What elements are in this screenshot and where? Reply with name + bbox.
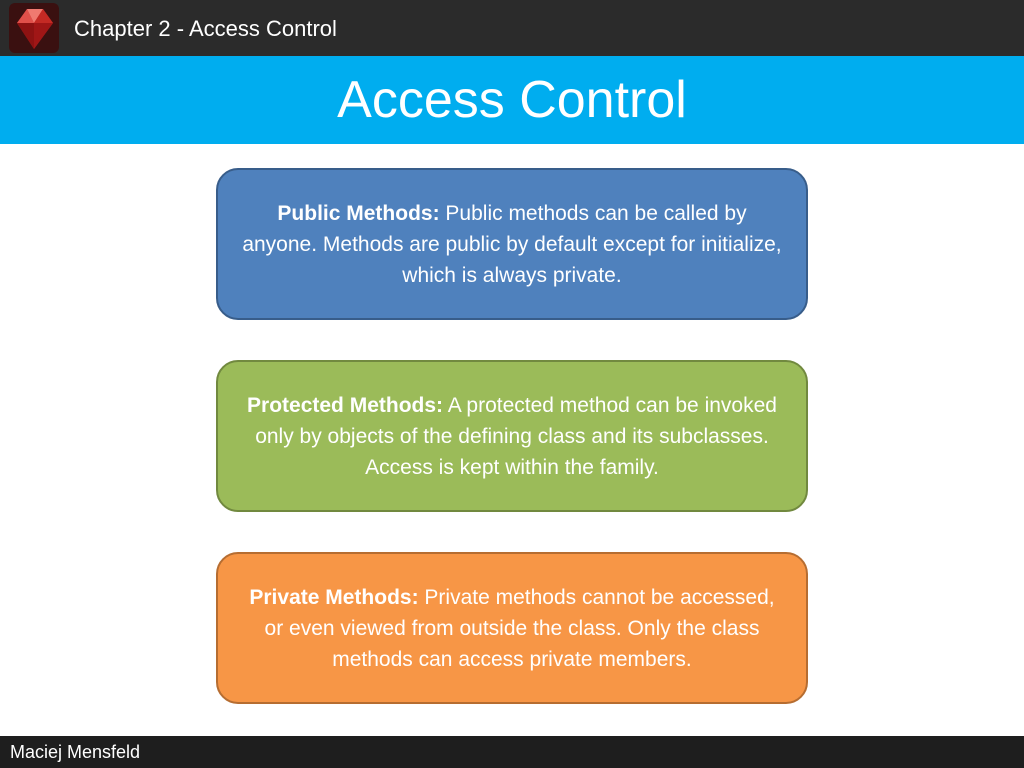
private-methods-box (216, 552, 808, 704)
slide-title: Access Control (337, 71, 687, 129)
private-methods-description: Private methods cannot be accessed, or even viewed from outside the class. Only the class methods can access private members. (264, 585, 775, 671)
private-methods-heading: Private Methods: (249, 585, 419, 609)
footer-bar (0, 736, 1024, 768)
private-methods-text (242, 582, 782, 675)
protected-methods-description: A protected method can be invoked only by objects of the defining class and its subclasses. Access is kept within the family. (255, 393, 777, 479)
protected-methods-box (216, 360, 808, 512)
author-name: Maciej Mensfeld (10, 742, 141, 762)
public-methods-text (242, 198, 782, 291)
protected-methods-text (242, 390, 782, 483)
title-bar (0, 56, 1024, 144)
ruby-gem-icon (9, 3, 59, 53)
public-methods-heading: Public Methods: (277, 201, 440, 225)
public-methods-box (216, 168, 808, 320)
top-bar (0, 0, 1024, 56)
protected-methods-heading: Protected Methods: (247, 393, 444, 417)
public-methods-description: Public methods can be called by anyone. Methods are public by default except for initialize, which is always private. (242, 201, 782, 287)
chapter-title: Chapter 2 - Access Control (74, 16, 337, 41)
